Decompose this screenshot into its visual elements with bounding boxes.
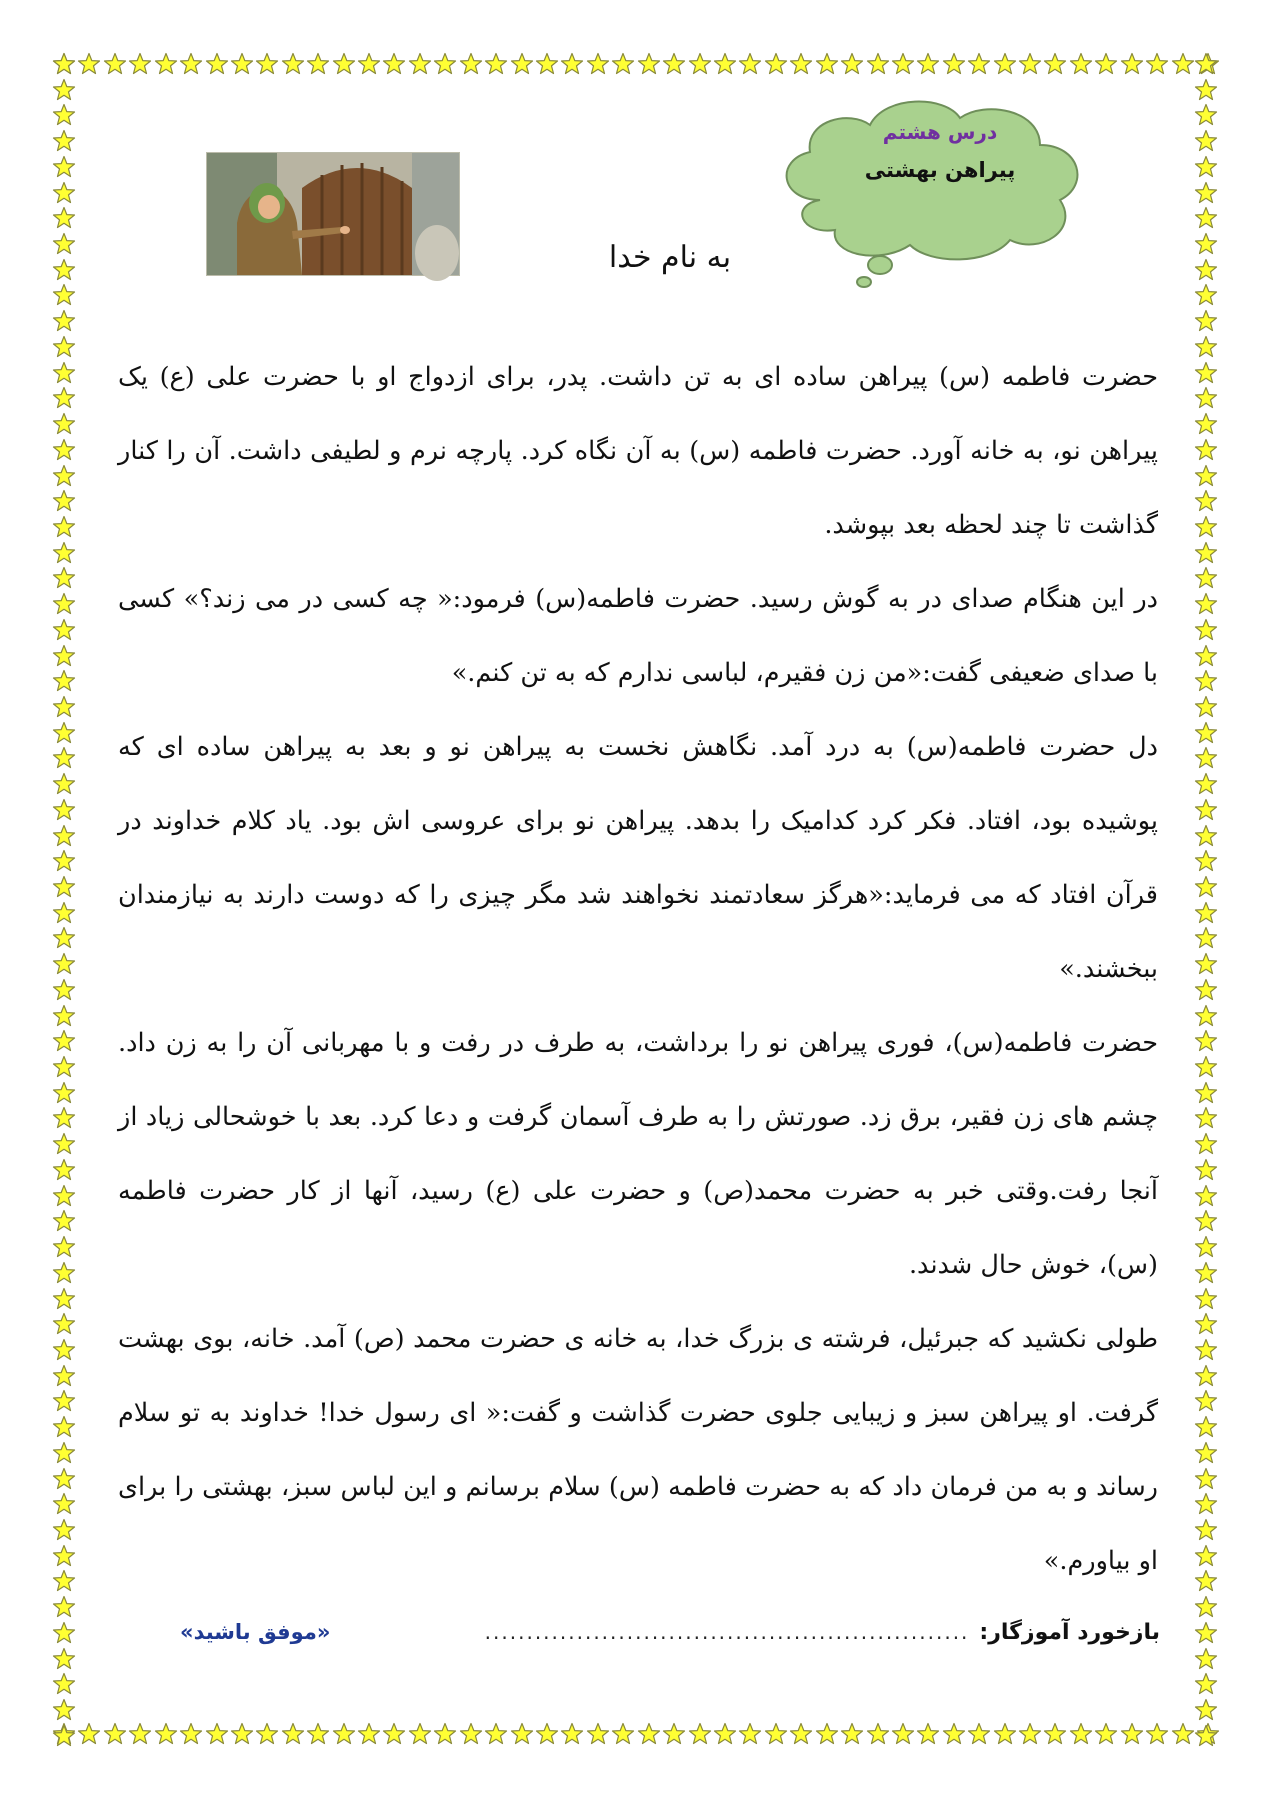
star-icon bbox=[1194, 1544, 1218, 1568]
star-icon bbox=[1145, 52, 1169, 76]
star-icon bbox=[52, 1389, 76, 1413]
star-icon bbox=[52, 592, 76, 616]
star-icon bbox=[916, 1722, 940, 1746]
star-icon bbox=[1194, 258, 1218, 282]
star-icon bbox=[52, 129, 76, 153]
star-icon bbox=[866, 52, 890, 76]
star-icon bbox=[52, 232, 76, 256]
star-icon bbox=[1194, 1081, 1218, 1105]
star-icon bbox=[306, 52, 330, 76]
star-icon bbox=[1194, 103, 1218, 127]
story-paragraph: حضرت فاطمه(س)، فوری پیراهن نو را برداشت، به طرف در رفت و با مهربانی آن را به زن داد. چشم های زن فقیر، برق زد. صورتش را به طرف آسمان گرفت و دعا کرد. بعد با خوشحالی زیاد از آنجا رفت.وقتی خبر به حضرت محمد(ص) و حضرت علی (ع) رسید، آنها از کار حضرت فاطمه (س)، خوش حال شدند. bbox=[118, 1028, 1158, 1280]
star-icon bbox=[52, 1724, 76, 1748]
star-icon bbox=[637, 1722, 661, 1746]
star-icon bbox=[1194, 1621, 1218, 1645]
star-icon bbox=[52, 566, 76, 590]
star-icon bbox=[52, 798, 76, 822]
star-icon bbox=[1145, 1722, 1169, 1746]
star-icon bbox=[205, 1722, 229, 1746]
star-icon bbox=[1194, 901, 1218, 925]
star-icon bbox=[1194, 283, 1218, 307]
star-icon bbox=[1194, 464, 1218, 488]
star-icon bbox=[866, 1722, 890, 1746]
story-paragraph: حضرت فاطمه (س) پیراهن ساده ای به تن داشت. پدر، برای ازدواج او با حضرت علی (ع) یک پیراهن نو، به خانه آورد. حضرت فاطمه (س) به آن نگاه کرد. پارچه نرم و لطیفی داشت. آن را کنار گذاشت تا چند لحظه بعد بپوشد. bbox=[118, 362, 1158, 540]
star-icon bbox=[52, 978, 76, 1002]
star-icon bbox=[128, 52, 152, 76]
star-icon bbox=[52, 541, 76, 565]
star-icon bbox=[1194, 1595, 1218, 1619]
star-icon bbox=[942, 52, 966, 76]
star-icon bbox=[942, 1722, 966, 1746]
star-icon bbox=[1094, 1722, 1118, 1746]
star-icon bbox=[1194, 849, 1218, 873]
star-icon bbox=[52, 1415, 76, 1439]
star-icon bbox=[154, 52, 178, 76]
star-icon bbox=[688, 52, 712, 76]
star-icon bbox=[52, 52, 76, 76]
star-icon bbox=[52, 103, 76, 127]
star-icon bbox=[281, 52, 305, 76]
star-icon bbox=[1018, 52, 1042, 76]
lesson-number: درس هشتم bbox=[882, 120, 998, 144]
star-icon bbox=[255, 52, 279, 76]
star-icon bbox=[637, 52, 661, 76]
star-icon bbox=[510, 52, 534, 76]
feedback-label: بازخورد آموزگار: bbox=[979, 1619, 1160, 1645]
star-icon bbox=[1120, 1722, 1144, 1746]
star-icon bbox=[52, 824, 76, 848]
star-icon bbox=[789, 1722, 813, 1746]
star-icon bbox=[967, 52, 991, 76]
star-icon bbox=[484, 52, 508, 76]
star-icon bbox=[408, 52, 432, 76]
star-icon bbox=[1194, 232, 1218, 256]
star-icon bbox=[764, 1722, 788, 1746]
star-icon bbox=[1194, 746, 1218, 770]
star-icon bbox=[52, 695, 76, 719]
star-icon bbox=[993, 1722, 1017, 1746]
star-icon bbox=[1194, 669, 1218, 693]
star-icon bbox=[1194, 1364, 1218, 1388]
star-icon bbox=[52, 464, 76, 488]
star-icon bbox=[1194, 206, 1218, 230]
star-icon bbox=[1194, 721, 1218, 745]
star-icon bbox=[1194, 1441, 1218, 1465]
star-icon bbox=[1043, 1722, 1067, 1746]
star-icon bbox=[815, 1722, 839, 1746]
star-icon bbox=[1194, 361, 1218, 385]
star-icon bbox=[1194, 438, 1218, 462]
star-icon bbox=[1194, 952, 1218, 976]
star-icon bbox=[128, 1722, 152, 1746]
star-icon bbox=[52, 206, 76, 230]
star-icon bbox=[52, 412, 76, 436]
star-icon bbox=[1194, 1132, 1218, 1156]
star-icon bbox=[1194, 386, 1218, 410]
star-icon bbox=[1194, 1492, 1218, 1516]
star-icon bbox=[1194, 695, 1218, 719]
star-icon bbox=[433, 1722, 457, 1746]
star-icon bbox=[738, 52, 762, 76]
star-icon bbox=[840, 52, 864, 76]
star-icon bbox=[52, 1029, 76, 1053]
star-icon bbox=[1194, 1029, 1218, 1053]
star-border-bottom bbox=[52, 1722, 1220, 1748]
star-icon bbox=[916, 52, 940, 76]
star-icon bbox=[535, 1722, 559, 1746]
star-icon bbox=[1018, 1722, 1042, 1746]
star-icon bbox=[52, 952, 76, 976]
story-paragraph: دل حضرت فاطمه(س) به درد آمد. نگاهش نخست به پیراهن نو و بعد به پیراهن ساده ای که پوشیده بود، افتاد. فکر کرد کدامیک را بدهد. پیراهن نو برای عروسی اش بود. یاد کلام خداوند در قرآن افتاد که می فرماید:«هرگز سعادتمند نخواهند شد مگر چیزی را که دوست دارند به نیازمندان ببخشند.» bbox=[118, 732, 1158, 984]
star-icon bbox=[1194, 1724, 1218, 1748]
star-icon bbox=[1171, 1722, 1195, 1746]
star-icon bbox=[52, 721, 76, 745]
star-icon bbox=[52, 1467, 76, 1491]
star-icon bbox=[1194, 1467, 1218, 1491]
star-icon bbox=[662, 1722, 686, 1746]
star-icon bbox=[1194, 798, 1218, 822]
star-icon bbox=[1194, 926, 1218, 950]
star-icon bbox=[1194, 1158, 1218, 1182]
star-icon bbox=[713, 52, 737, 76]
star-icon bbox=[52, 1698, 76, 1722]
page-heading: به نام خدا bbox=[608, 240, 732, 275]
star-icon bbox=[52, 1569, 76, 1593]
star-icon bbox=[52, 386, 76, 410]
star-icon bbox=[52, 335, 76, 359]
star-icon bbox=[1194, 978, 1218, 1002]
feedback-dotted-line[interactable]: .......................................................... bbox=[484, 1620, 970, 1644]
star-icon bbox=[1069, 1722, 1093, 1746]
star-icon bbox=[52, 1544, 76, 1568]
star-icon bbox=[52, 1158, 76, 1182]
bubble-text bbox=[800, 120, 1080, 182]
star-icon bbox=[52, 309, 76, 333]
star-icon bbox=[1194, 155, 1218, 179]
star-icon bbox=[1094, 52, 1118, 76]
star-icon bbox=[281, 1722, 305, 1746]
star-icon bbox=[1194, 644, 1218, 668]
star-icon bbox=[1194, 1647, 1218, 1671]
star-icon bbox=[52, 772, 76, 796]
star-icon bbox=[1194, 1287, 1218, 1311]
star-icon bbox=[1194, 618, 1218, 642]
star-icon bbox=[52, 1338, 76, 1362]
star-icon bbox=[306, 1722, 330, 1746]
star-icon bbox=[52, 155, 76, 179]
star-icon bbox=[738, 1722, 762, 1746]
star-icon bbox=[52, 515, 76, 539]
star-icon bbox=[52, 1595, 76, 1619]
star-icon bbox=[52, 926, 76, 950]
star-icon bbox=[764, 52, 788, 76]
star-icon bbox=[255, 1722, 279, 1746]
star-icon bbox=[52, 1261, 76, 1285]
star-icon bbox=[1194, 1338, 1218, 1362]
star-icon bbox=[52, 1364, 76, 1388]
star-icon bbox=[154, 1722, 178, 1746]
star-icon bbox=[52, 1209, 76, 1233]
star-icon bbox=[1069, 52, 1093, 76]
star-icon bbox=[77, 1722, 101, 1746]
star-icon bbox=[52, 1518, 76, 1542]
star-icon bbox=[1194, 515, 1218, 539]
star-icon bbox=[52, 78, 76, 102]
illustration-fatima-at-door bbox=[206, 152, 460, 276]
story-paragraph: طولی نکشید که جبرئیل، فرشته ی بزرگ خدا، به خانه ی حضرت محمد (ص) آمد. خانه، بوی بهشت گرفت. او پیراهن سبز و زیبایی جلوی حضرت گذاشت و گفت:« ای رسول خدا! خداوند به تو سلام رساند و به من فرمان داد که به حضرت فاطمه (س) سلام برسانم و این لباس سبز، بهشتی را برای او بیاورم.» bbox=[118, 1324, 1158, 1576]
star-icon bbox=[52, 1287, 76, 1311]
star-icon bbox=[1194, 335, 1218, 359]
star-icon bbox=[1194, 875, 1218, 899]
star-icon bbox=[459, 1722, 483, 1746]
star-icon bbox=[52, 849, 76, 873]
star-icon bbox=[52, 258, 76, 282]
star-icon bbox=[1194, 1518, 1218, 1542]
star-icon bbox=[560, 1722, 584, 1746]
star-icon bbox=[1194, 1698, 1218, 1722]
star-icon bbox=[688, 1722, 712, 1746]
star-icon bbox=[1194, 824, 1218, 848]
star-icon bbox=[52, 438, 76, 462]
star-icon bbox=[52, 1441, 76, 1465]
star-icon bbox=[1194, 1261, 1218, 1285]
star-icon bbox=[1194, 1415, 1218, 1439]
star-icon bbox=[967, 1722, 991, 1746]
star-icon bbox=[52, 1184, 76, 1208]
star-icon bbox=[52, 181, 76, 205]
star-icon bbox=[357, 52, 381, 76]
star-icon bbox=[52, 1235, 76, 1259]
star-icon bbox=[815, 52, 839, 76]
star-icon bbox=[52, 1132, 76, 1156]
star-icon bbox=[408, 1722, 432, 1746]
star-icon bbox=[52, 644, 76, 668]
star-icon bbox=[1194, 1184, 1218, 1208]
star-icon bbox=[179, 1722, 203, 1746]
star-icon bbox=[891, 1722, 915, 1746]
star-icon bbox=[1194, 78, 1218, 102]
star-icon bbox=[611, 1722, 635, 1746]
star-icon bbox=[1194, 1209, 1218, 1233]
star-icon bbox=[1194, 489, 1218, 513]
star-icon bbox=[52, 1055, 76, 1079]
star-icon bbox=[1194, 1004, 1218, 1028]
star-icon bbox=[332, 52, 356, 76]
star-icon bbox=[891, 52, 915, 76]
star-icon bbox=[1194, 1312, 1218, 1336]
star-icon bbox=[1194, 592, 1218, 616]
star-icon bbox=[586, 1722, 610, 1746]
star-icon bbox=[52, 1312, 76, 1336]
star-icon bbox=[230, 52, 254, 76]
star-icon bbox=[1194, 412, 1218, 436]
star-icon bbox=[382, 52, 406, 76]
star-border-right bbox=[1194, 52, 1220, 1748]
star-icon bbox=[382, 1722, 406, 1746]
star-icon bbox=[1171, 52, 1195, 76]
star-icon bbox=[205, 52, 229, 76]
star-icon bbox=[1194, 52, 1218, 76]
star-icon bbox=[1194, 1672, 1218, 1696]
star-icon bbox=[179, 52, 203, 76]
star-icon bbox=[484, 1722, 508, 1746]
star-icon bbox=[586, 52, 610, 76]
story-text bbox=[118, 340, 1158, 1598]
star-icon bbox=[230, 1722, 254, 1746]
star-icon bbox=[52, 875, 76, 899]
star-icon bbox=[1194, 772, 1218, 796]
star-icon bbox=[1194, 566, 1218, 590]
teacher-feedback bbox=[180, 1612, 1160, 1652]
star-icon bbox=[611, 52, 635, 76]
star-icon bbox=[1043, 52, 1067, 76]
star-icon bbox=[357, 1722, 381, 1746]
star-border-left bbox=[52, 52, 78, 1748]
star-icon bbox=[52, 1106, 76, 1130]
star-icon bbox=[662, 52, 686, 76]
star-icon bbox=[789, 52, 813, 76]
star-icon bbox=[1194, 129, 1218, 153]
star-icon bbox=[713, 1722, 737, 1746]
star-icon bbox=[52, 489, 76, 513]
star-icon bbox=[52, 746, 76, 770]
star-icon bbox=[1194, 1569, 1218, 1593]
star-icon bbox=[52, 618, 76, 642]
star-icon bbox=[77, 52, 101, 76]
star-icon bbox=[52, 901, 76, 925]
star-icon bbox=[52, 283, 76, 307]
star-icon bbox=[1194, 541, 1218, 565]
star-icon bbox=[103, 1722, 127, 1746]
star-icon bbox=[1194, 181, 1218, 205]
star-icon bbox=[560, 52, 584, 76]
star-icon bbox=[52, 1081, 76, 1105]
star-icon bbox=[1194, 309, 1218, 333]
star-icon bbox=[840, 1722, 864, 1746]
star-icon bbox=[1194, 1106, 1218, 1130]
star-icon bbox=[52, 1672, 76, 1696]
star-icon bbox=[993, 52, 1017, 76]
star-icon bbox=[52, 1004, 76, 1028]
story-paragraph: در این هنگام صدای در به گوش رسید. حضرت فاطمه(س) فرمود:« چه کسی در می زند؟» کسی با صدای ضعیفی گفت:«من زن فقیرم، لباسی ندارم که به تن کنم.» bbox=[118, 584, 1158, 688]
lesson-title: پیراهن بهشتی bbox=[864, 158, 1016, 182]
star-icon bbox=[332, 1722, 356, 1746]
star-icon bbox=[535, 52, 559, 76]
good-luck-text: «موفق باشید» bbox=[180, 1620, 331, 1644]
star-icon bbox=[459, 52, 483, 76]
star-icon bbox=[1120, 52, 1144, 76]
star-border-top bbox=[52, 52, 1220, 78]
star-icon bbox=[52, 1492, 76, 1516]
star-icon bbox=[52, 1621, 76, 1645]
star-icon bbox=[52, 361, 76, 385]
star-icon bbox=[510, 1722, 534, 1746]
star-icon bbox=[52, 1647, 76, 1671]
star-icon bbox=[433, 52, 457, 76]
star-icon bbox=[1194, 1389, 1218, 1413]
star-icon bbox=[103, 52, 127, 76]
star-icon bbox=[1194, 1055, 1218, 1079]
star-icon bbox=[1194, 1235, 1218, 1259]
star-icon bbox=[52, 669, 76, 693]
